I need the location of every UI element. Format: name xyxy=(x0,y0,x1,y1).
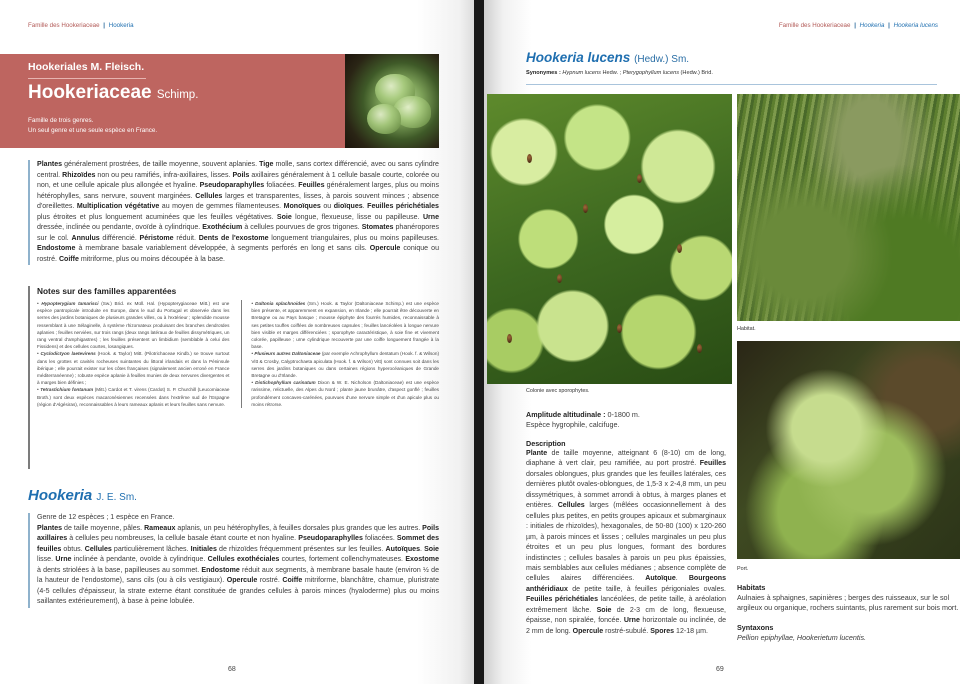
key-term: Pseudoparaphylles xyxy=(298,535,363,542)
key-term: Annulus xyxy=(71,234,100,242)
key-term: Monoïques xyxy=(283,203,321,210)
taxon-name: • Daltonia splachnoides xyxy=(251,301,306,306)
capsule-shape xyxy=(527,154,532,163)
family-author: Schimp. xyxy=(156,89,199,101)
key-term: Multiplication végétative xyxy=(76,203,160,210)
key-term: Endostome xyxy=(201,566,240,574)
key-term: Autoïque xyxy=(645,575,676,583)
genus-author: J. E. Sm. xyxy=(96,492,137,503)
key-term: Exostome xyxy=(405,556,439,563)
capsule-shape xyxy=(697,344,702,353)
family-title xyxy=(28,82,198,104)
genus-description-block xyxy=(28,513,439,608)
running-head-genus: Hookeria xyxy=(859,22,885,29)
key-term: Coiffe xyxy=(58,255,79,263)
notes-columns xyxy=(37,300,439,408)
note-entry: • Hypopterygium tamarisci (Sw.) Brid. ex Müll. Hal. (Hypopterygiaceae Mitt.) est une espèce pantropicale introduite en Europe, dans le sud du Portugal et observée dans les serres des jardins botaniques de plusieurs grandes villes, ou à l'extérieur ; splendide mousse ressemblant à une Sélaginelle, à système rhizomateux produisant des branches dendroïdes aplanies ; feuilles nerviées, sur trois rangs (deux rangs latéraux de feuilles dissymétriques, un rang ventral d'amphigastres) ; les feuilles présentent un limbidium (semblable à celui des Fissidens) et des cellules courtes, losangiques. xyxy=(37,301,230,350)
running-head-separator: | xyxy=(888,22,890,29)
key-term: Poils axillaires xyxy=(37,524,439,542)
key-term: Bourgeons anthéridiaux xyxy=(526,575,727,593)
synonyms-line xyxy=(526,70,713,76)
altitude-line xyxy=(526,410,726,420)
habitat-photo xyxy=(737,94,960,321)
notes-column-1 xyxy=(37,300,229,408)
taxon-name: • Hypopterygium tamarisci xyxy=(37,301,99,306)
habitats-text: Aulnaies à sphaignes, sapinières ; berges des ruisseaux, sur le sol argileux ou organique, rochers suintants, plus rarement sur bois mort. xyxy=(737,593,959,613)
key-term: Feuilles xyxy=(298,182,325,189)
key-term: Tige xyxy=(259,161,274,168)
family-moss-photo xyxy=(345,54,439,148)
port-photo xyxy=(737,341,960,559)
ecology-line: Espèce hygrophile, calcifuge. xyxy=(526,420,620,429)
synonym-2-author: (Hedw.) Brid. xyxy=(679,70,713,76)
synonym-1-author: Hedw. ; xyxy=(600,70,623,76)
synonym-2: Pterygophyllum lucens xyxy=(622,70,679,76)
capsule-shape xyxy=(583,204,588,213)
habitat-syntaxon-column xyxy=(737,583,960,643)
running-head-separator: | xyxy=(854,22,856,29)
running-head-family: Famille des Hookeriaceae xyxy=(778,22,851,29)
key-term: Opercule xyxy=(369,245,401,252)
running-head xyxy=(779,22,938,29)
book-gutter xyxy=(474,0,484,684)
key-term: Cellules xyxy=(557,502,585,510)
key-term: Feuilles xyxy=(699,460,726,468)
capsule-shape xyxy=(557,274,562,283)
family-description-block xyxy=(28,160,439,265)
capsule-shape xyxy=(617,324,622,333)
family-description: Plantes généralement prostrées, de taille moyenne, souvent aplanies. Tige molle, sans cortex différencié, avec ou sans cylindre central. Rhizoïdes non ou peu ramifiés, infra-axillaires, lisses. Poils axillaires généralement à 1 cellule basale courte, colorée ou non, et une cellule apicale plus allongée et hyaline. Pseudoparaphylles foliacées. Feuilles généralement larges, plus ou moins hétérophylles, sans nervure, souvent marginées. Cellules larges et transparentes, lisses, à parois souvent minces ; absence d'oreillettes. Multiplication végétative au moyen de gemmes filamenteuses. Monoïques ou dioïques. Feuilles périchétiales plus étroites et plus longuement acuminées que les feuilles végétatives. Soie longue, flexueuse, lisse ou papilleuse. Urne dressée, inclinée ou pendante, ovoïde à cylindrique. Exothécium à cellules pourvues de gros trigones. Stomates phanéropores sur le col. Annulus différencié. Péristome réduit. Dents de l'exostome longuement triangulaires, plus ou moins papilleuses. Endostome à membrane basale variablement développée, à segments perforés en long et sans cils. Opercule conique ou rostré. Coiffe mitriforme, plus ou moins découpée à la base. xyxy=(37,161,439,263)
order-name: Hookeriales M. Fleisch. xyxy=(28,61,145,73)
order-divider xyxy=(28,78,146,79)
family-summary xyxy=(28,116,157,136)
capsule-shape xyxy=(507,334,512,343)
port-caption: Port. xyxy=(737,566,749,572)
title-divider xyxy=(526,84,937,85)
running-head-genus: Hookeria xyxy=(108,22,134,29)
description-heading: Description xyxy=(526,439,566,448)
species-text-column xyxy=(526,410,726,637)
key-term: Exothécium xyxy=(202,224,243,231)
taxon-name: • Cyclodictyon laetevirens xyxy=(37,351,96,357)
key-term: Endostome xyxy=(37,245,76,252)
key-term: dioïques xyxy=(333,203,363,210)
note-entry: • Cyclodictyon laetevirens (Hook. & Taylor) Mitt. (Pilotrichaceae Kindb.) se trouve surtout dans les grottes et cavités rocheuses suintantes du littoral irlandais et dans la Péninsule ibérique ; elle pourrait exister sur les côtes françaises (signalement ancien erroné en France méditerranéenne) ; robuste espèce aplanie à feuilles munies de deux nervures divergentes et à marges bien définies ; xyxy=(37,351,230,386)
genus-name: Hookeria xyxy=(28,487,93,504)
colony-with-sporophytes-photo xyxy=(487,94,732,384)
key-term: Pseudoparaphylles xyxy=(199,182,265,189)
key-term: Plantes xyxy=(37,161,63,168)
key-term: Initiales xyxy=(190,545,217,553)
key-term: Urne xyxy=(422,213,439,221)
page-number: 69 xyxy=(716,666,724,673)
key-term: Feuilles périchétiales xyxy=(367,203,439,210)
key-term: Rhizoïdes xyxy=(62,171,96,179)
key-term: Poils xyxy=(232,171,250,179)
genus-title xyxy=(28,487,137,504)
note-entry: • Tetrastichium fontanum (Mitt.) Cardot et T. virens (Cardot) S. P. Churchill (Leucomiaceae Broth.) sont deux espèces macaronésiennes recensées dans l'extrême sud de l'Espagne (région d'Algésiras), reconnaissables à leurs rameaux aplanis et leurs feuilles sans nervure. xyxy=(37,387,230,407)
key-term: Stomates xyxy=(361,224,394,231)
notes-column-2 xyxy=(241,300,439,408)
key-term: Soie xyxy=(276,213,292,221)
key-term: Urne xyxy=(623,617,640,625)
key-term: Autoïques xyxy=(385,545,420,553)
notes-title: Notes sur des familles apparentées xyxy=(37,286,177,296)
left-page-68 xyxy=(0,0,474,684)
colony-caption: Colonie avec sporophytes. xyxy=(526,388,590,394)
running-head-family: Famille des Hookeriaceae xyxy=(28,22,100,29)
key-term: Cellules exothéciales xyxy=(207,556,280,563)
species-name: Hookeria lucens xyxy=(526,50,631,65)
altitude-label: Amplitude altitudinale : xyxy=(526,410,606,419)
note-entry: • Distichophyllum carinatum Dixon & W. E. Nicholson (Daltoniaceae) est une espèce rarissime, relictuelle, des Alpes du Nord ; plante jaune brunâtre, d'aspect gonflé ; feuilles profondément concaves-carénées, pourvues d'une nervure simple et d'un apicule plus ou moins rétrorse. xyxy=(251,380,439,407)
key-term: Dents de l'exostome xyxy=(198,234,269,242)
species-title xyxy=(526,50,689,65)
habitats-heading: Habitats xyxy=(737,583,766,592)
key-term: Opercule xyxy=(226,577,258,584)
note-entry: • Plusieurs autres Daltoniaceae (par exemple Achrophyllum dentatum (Hook. f. & Wilson) Vitt & Crosby, Calyptrochaeta apiculata (Hook. f. & Wilson) Vitt) sont connues soit dans les serres des jardins botaniques ou dans certaines régions hyperocéaniques de Grande Bretagne ou d'Irlande. xyxy=(251,351,439,379)
capsule-shape xyxy=(637,174,642,183)
note-entry: • Daltonia splachnoides (Sm.) Hook. & Taylor (Daltoniaceae Schimp.) est une espèce bien présente, et apparemment en expansion, en Irlande ; elle pourrait être découverte en Bretagne ou au Pays basque ; mousse épiphyte des fourrés humides, reconnaissable à ses petites touffes coiffées de nombreuses capsules ; feuilles lancéolées à longue nervure bien visible et marges différenciées ; sporophyte caractéristique, à soie fine et vivement colorée, papilleuse ; urne cylindrique recouverte par une coiffe longuement frangée à la base. xyxy=(251,301,439,350)
genus-description: Plantes de taille moyenne, pâles. Rameaux aplanis, un peu hétérophylles, à feuilles dorsales plus grandes que les autres. Poils axillaires à cellules peu nombreuses, la cellule basale étant courte et non hyaline. Pseudoparaphylles foliacées. Sommet des feuilles obtus. Cellules particulièrement lâches. Initiales de rhizoïdes fréquemment présentes sur les feuilles. Autoïques. Soie lisse. Urne inclinée à pendante, ovoïde à cylindrique. Cellules exothéciales courtes, fortement collenchymateuses. Exostome à dents striolées à la base, papilleuses au sommet. Endostome réduit aux segments, à membrane basale haute (environ ½ de la hauteur de l'endostome), sans cils (ou à cils vestigiaux). Opercule rostré. Coiffe mitriforme, blanchâtre, charnue, pluristrate (4-5 cellules d'épaisseur, la strate externe étant constituée de grandes cellules à parois minces (hyaloderme) plus ou moins saillantes extérieurement), à base à peine lobulée. xyxy=(37,524,440,605)
right-page-69 xyxy=(484,0,960,684)
synonyms-label: Synonymes : xyxy=(526,70,561,76)
synonym-1: Hypnum lucens xyxy=(562,70,601,76)
capsule-shape xyxy=(677,244,682,253)
syntaxons-heading: Syntaxons xyxy=(737,622,774,632)
key-term: Plante xyxy=(526,450,548,457)
key-term: Péristome xyxy=(139,234,174,242)
taxon-name: • Tetrastichium fontanum xyxy=(37,387,94,393)
species-author: (Hedw.) Sm. xyxy=(634,54,690,65)
running-head xyxy=(28,22,134,29)
family-summary-line-1: Famille de trois genres. xyxy=(28,117,94,124)
species-description: Plante de taille moyenne, atteignant 6 (8-10) cm de long, diaphane à vert clair, peu ramifiée, au port prostré. Feuilles dorsales oblongues, plus grandes que les feuilles latérales, ces dernières plutôt ovales-oblongues, de 1,5-3 x 2-4,8 mm, un peu dissymétriques, à sommet arrondi à obtus, à marges planes et entières. Cellules larges (mêlées occasionnellement à des cellules plus petites, en petits groupes apicaux et submarginaux : initiales de rhizoïdes), hexagonales, de 50-80 (100) x 120-260 µm, à parois minces et lisses ; cellules marginales un peu plus étroites et un peu plus longues, formant des bordures indistinctes ; cellules basales à parois un peu plus épaissies, mais semblables aux cellules médianes ; absence complète de cellules alaires différenciées. Autoïque. Bourgeons anthéridiaux de petite taille, à feuilles périgoniales ovales. Feuilles périchétiales lancéolées, de petite taille, à aréolation extrêmement lâche. Soie de 2-3 cm de long, flexueuse, épaisse, non spiralée, foncée. Urne horizontale ou inclinée, de 2 mm de long. Opercule rostré-subulé. Spores 12-18 µm. xyxy=(526,450,727,635)
family-name: Hookeriaceae xyxy=(28,82,152,103)
key-term: Soie xyxy=(424,545,439,553)
key-term: Sommet des feuilles xyxy=(37,535,440,553)
taxon-name: • Plusieurs autres Daltoniaceae xyxy=(251,351,321,357)
syntaxons-text: Pellion epiphyllae, Hookerietum lucentis. xyxy=(737,632,867,642)
key-term: Plantes xyxy=(37,524,63,532)
genus-intro: Genre de 12 espèces ; 1 espèce en France. xyxy=(37,514,175,521)
key-term: Soie xyxy=(596,606,612,614)
key-term: Cellules xyxy=(195,192,223,200)
key-term: Urne xyxy=(55,556,72,563)
leaf-shape xyxy=(367,104,401,134)
related-families-notes xyxy=(28,286,439,469)
family-summary-line-2: Un seul genre et une seule espèce en France. xyxy=(28,127,158,134)
taxon-name: • Distichophyllum carinatum xyxy=(251,380,316,386)
key-term: Rameaux xyxy=(144,524,176,532)
running-head-species: Hookeria lucens xyxy=(893,22,938,29)
key-term: Feuilles périchétiales xyxy=(526,596,598,604)
key-term: Opercule xyxy=(572,627,604,635)
key-term: Cellules xyxy=(84,545,112,553)
altitude-value: 0-1800 m. xyxy=(605,410,640,419)
running-head-separator: | xyxy=(103,22,106,29)
page-number: 68 xyxy=(228,666,236,673)
habitat-caption: Habitat. xyxy=(737,326,756,332)
key-term: Spores xyxy=(650,627,675,635)
key-term: Coiffe xyxy=(282,577,303,584)
